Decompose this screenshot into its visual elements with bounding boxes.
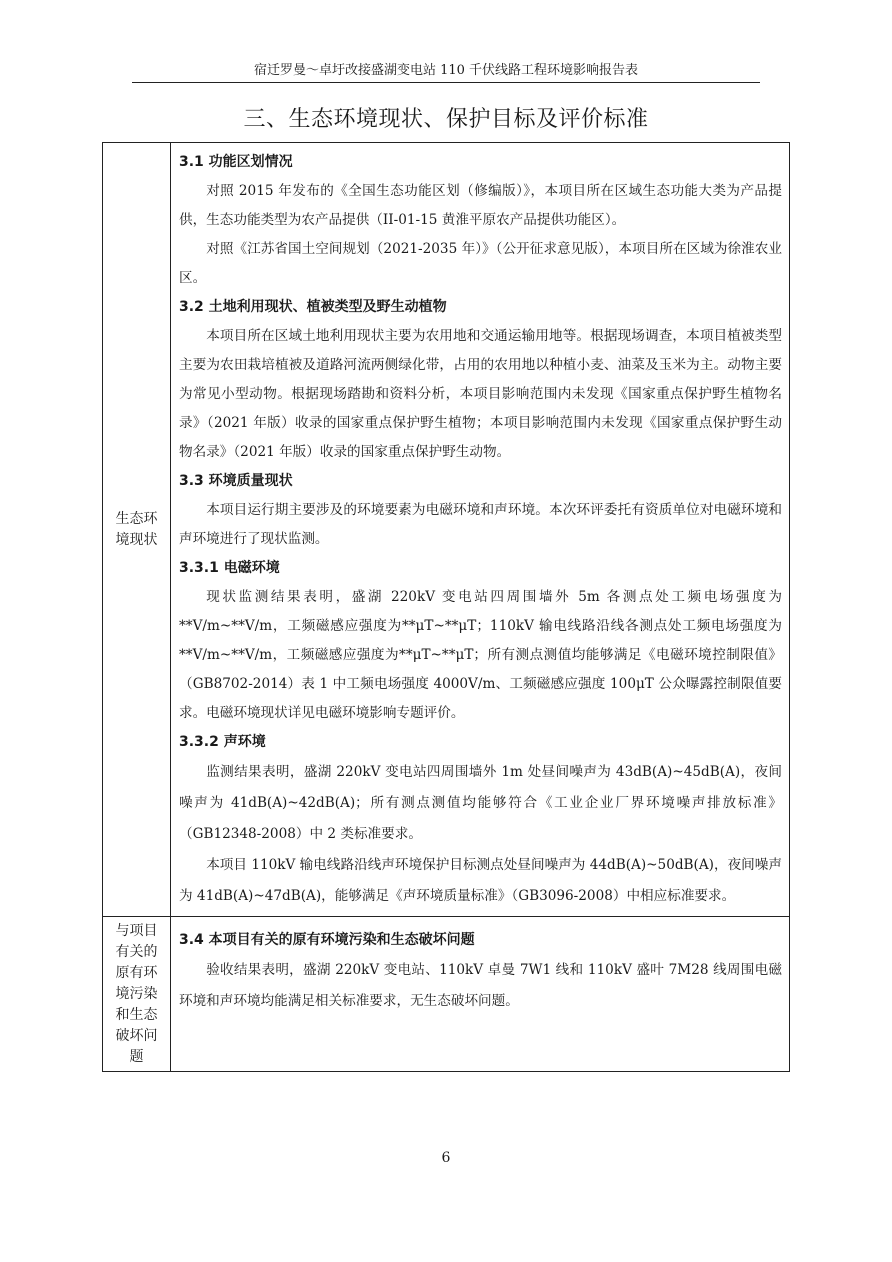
chapter-title: 三、生态环境现状、保护目标及评价标准 [243,107,649,132]
section-heading-3-3: 3.3 环境质量现状 [179,473,293,489]
paragraph: 本项目 110kV 输电线路沿线声环境保护目标测点处昼间噪声为 44dB(A)~50dB(A)，夜间噪声为 41dB(A)~47dB(A)，能够满足《声环境质量标准》（GB3096-2008）中相应标准要求。 [179,857,782,904]
paragraph: 验收结果表明，盛湖 220kV 变电站、110kV 卓曼 7W1 线和 110kV 盛叶 7M28 线周围电磁环境和声环境均能满足相关标准要求，无生态破坏问题。 [179,962,782,1009]
table-row-existing-problems [103,917,790,1072]
section-heading-3-3-2: 3.3.2 声环境 [179,734,266,750]
table-row-ecology-status [103,143,790,917]
section-heading-3-2: 3.2 土地利用现状、植被类型及野生动植物 [179,299,447,315]
section-heading-3-1: 3.1 功能区划情况 [179,154,293,170]
row-label-ecology-status: 生态环境现状 [115,510,158,548]
paragraph: 对照《江苏省国土空间规划（2021-2035 年）》（公开征求意见版），本项目所在区域为徐淮农业区。 [179,241,782,286]
row-content-cell [171,917,790,1072]
page-number: 6 [441,1150,451,1166]
running-header: 宿迁罗曼～卓圩改接盛湖变电站 110 千伏线路工程环境影响报告表 [253,63,639,78]
row-label-cell [103,143,171,917]
section-heading-3-4: 3.4 本项目有关的原有环境污染和生态破坏问题 [179,932,475,948]
report-table [102,142,790,1072]
paragraph: 本项目运行期主要涉及的环境要素为电磁环境和声环境。本次环评委托有资质单位对电磁环境和声环境进行了现状监测。 [179,502,782,547]
row-label-existing-problems: 与项目有关的原有环境污染和生态破坏问题 [115,922,158,1065]
section-heading-3-3-1: 3.3.1 电磁环境 [179,560,280,576]
row-label-cell [103,917,171,1072]
paragraph: 对照 2015 年发布的《全国生态功能区划（修编版）》，本项目所在区域生态功能大类为产品提供，生态功能类型为农产品提供（II-01-15 黄淮平原农产品提供功能区）。 [179,183,782,228]
paragraph: 现状监测结果表明，盛湖 220kV 变电站四周围墙外 5m 各测点处工频电场强度为**V/m~**V/m，工频磁感应强度为**μT~**μT；110kV 输电线路沿线各测点处工频电场强度为**V/m~**V/m，工频磁感应强度为**μT~**μT；所有测点测值均能够满足《电磁环境控制限值》（GB8702-2014）表 1 中工频电场强度 4000V/m、工频磁感应强度 100μT 公众曝露控制限值要求。电磁环境现状详见电磁环境影响专题评价。 [179,589,782,721]
paragraph: 本项目所在区域土地利用现状主要为农用地和交通运输用地等。根据现场调查，本项目植被类型主要为农田栽培植被及道路河流两侧绿化带，占用的农用地以种植小麦、油菜及玉米为主。动物主要为常见小型动物。根据现场踏勘和资料分析，本项目影响范围内未发现《国家重点保护野生植物名录》（2021 年版）收录的国家重点保护野生植物；本项目影响范围内未发现《国家重点保护野生动物名录》（2021 年版）收录的国家重点保护野生动物。 [179,328,782,460]
row-content-cell [171,143,790,917]
header-divider [132,82,760,83]
paragraph: 监测结果表明，盛湖 220kV 变电站四周围墙外 1m 处昼间噪声为 43dB(A)~45dB(A)，夜间噪声为 41dB(A)~42dB(A)；所有测点测值均能够符合《工业企业厂界环境噪声排放标准》（GB12348-2008）中 2 类标准要求。 [179,764,782,842]
